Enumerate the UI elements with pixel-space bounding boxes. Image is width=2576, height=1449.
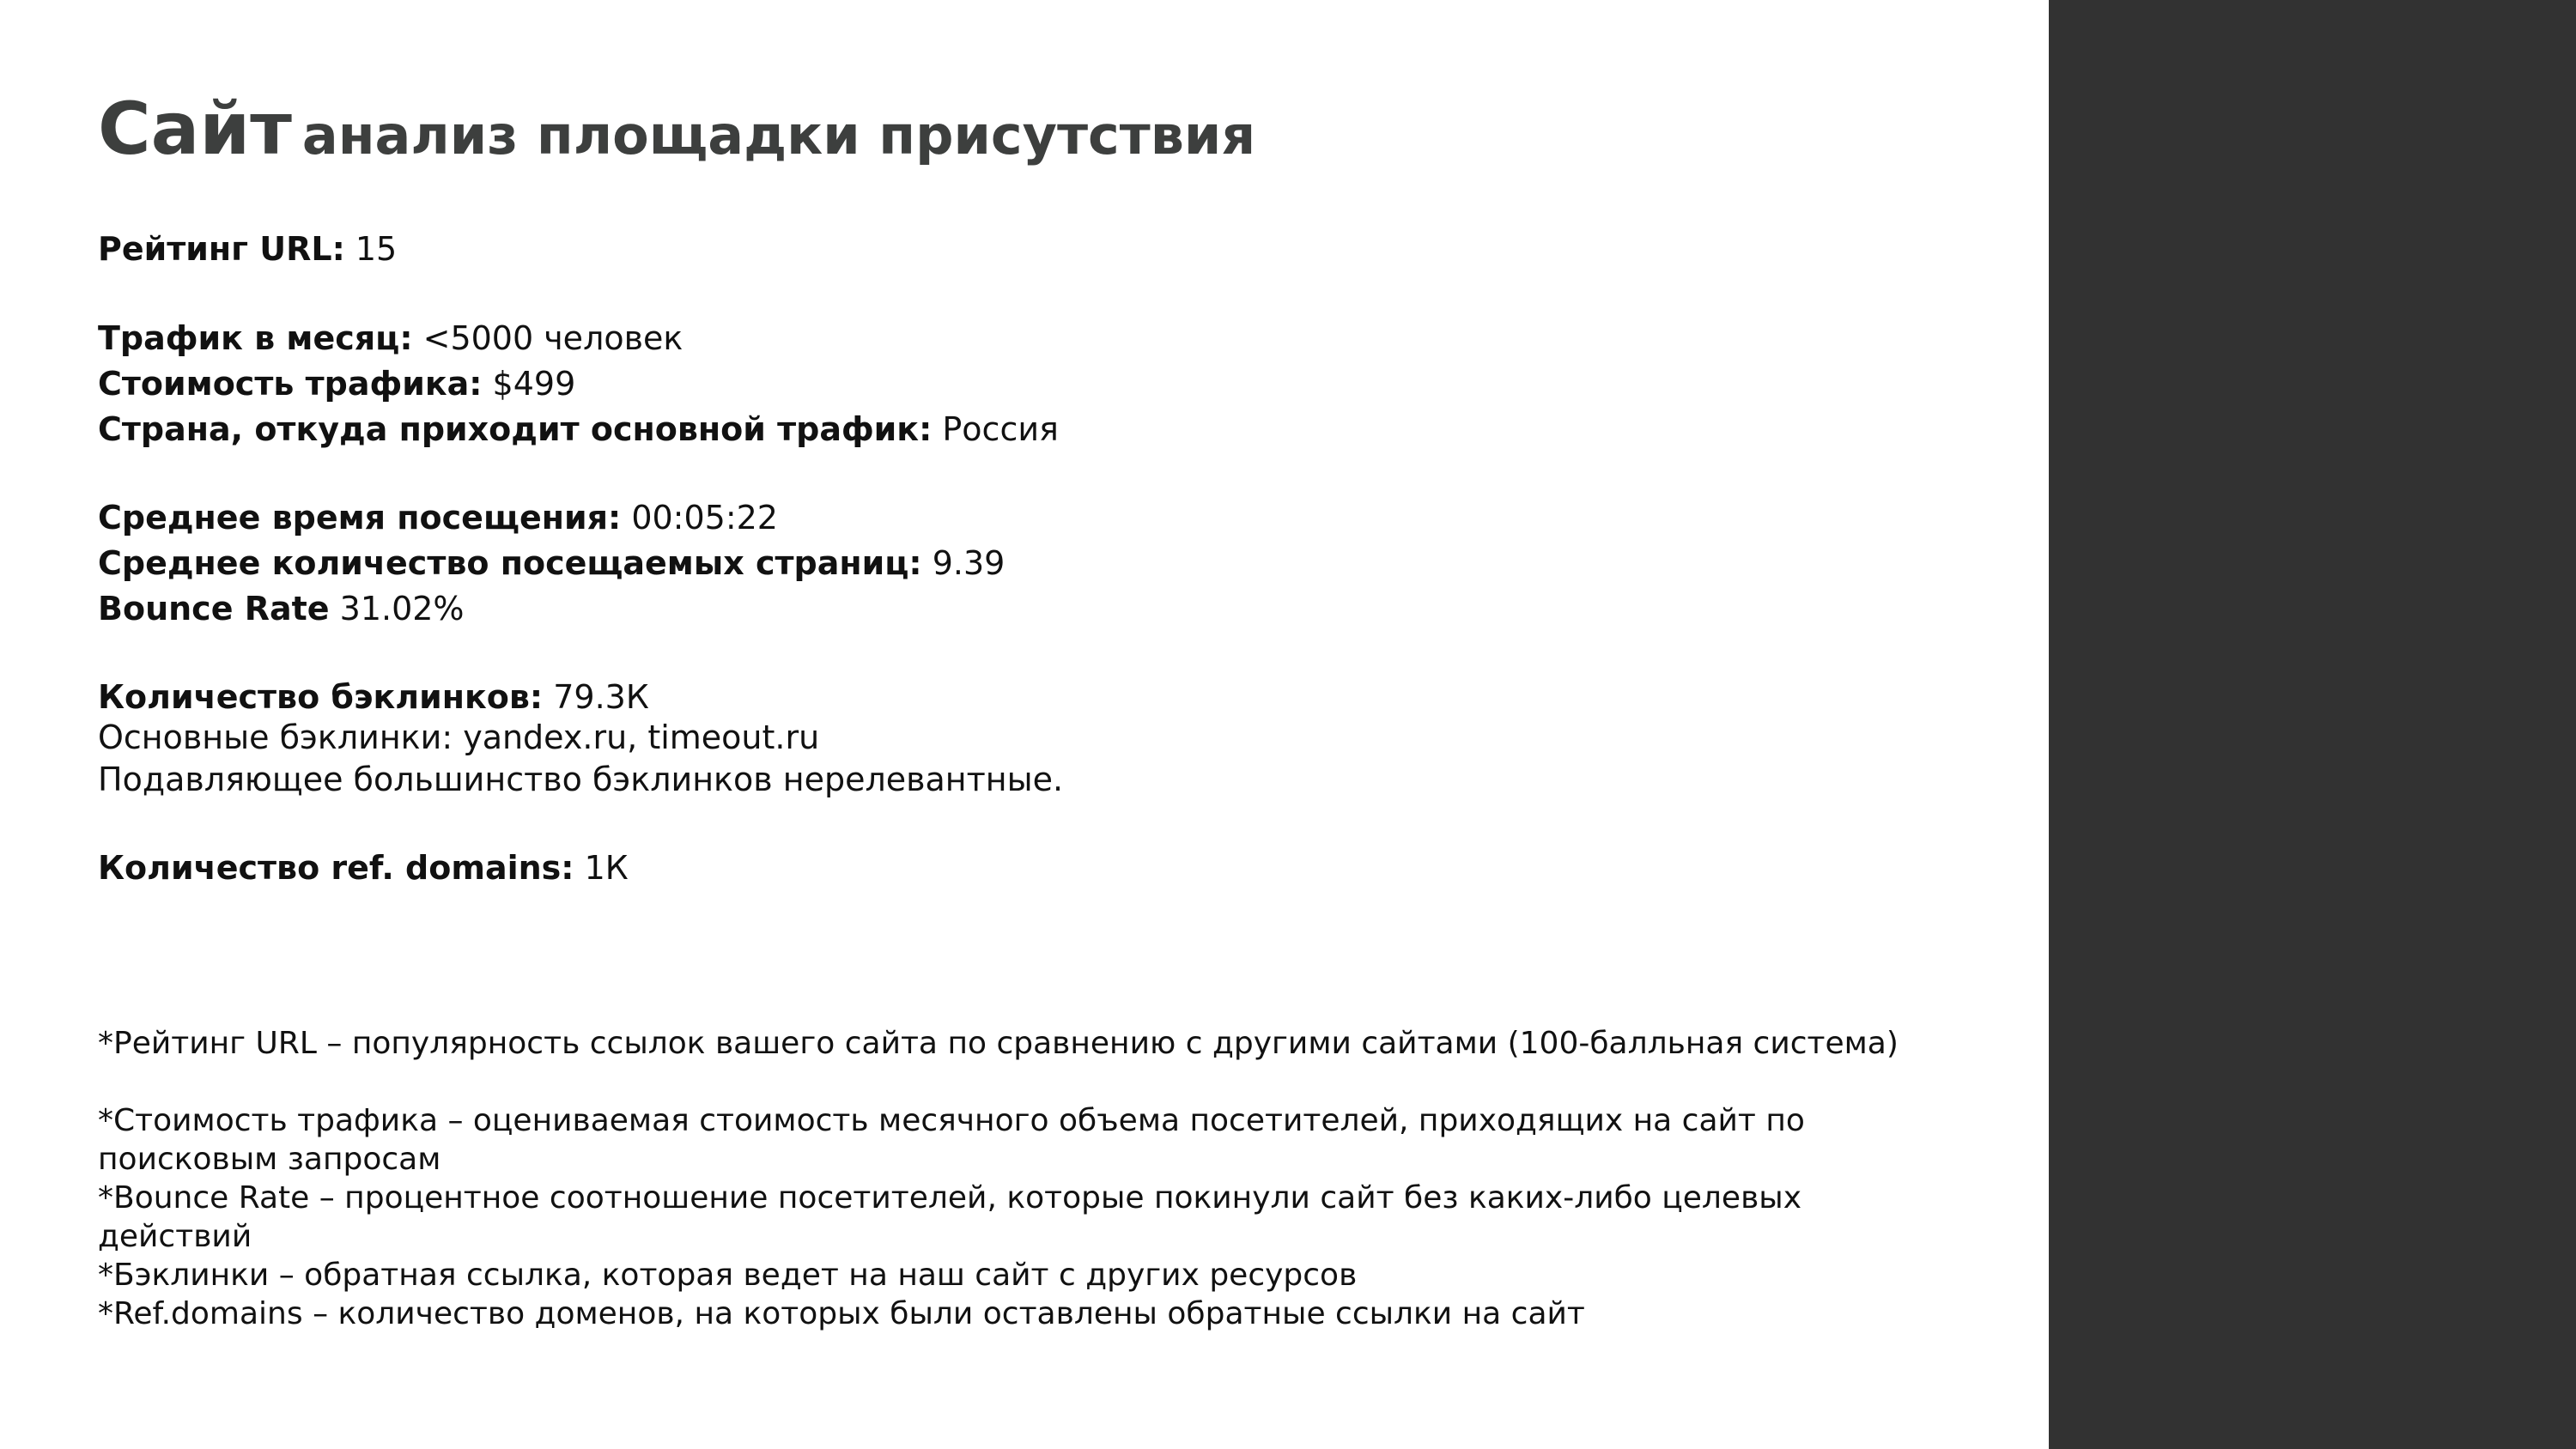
- metric-label: Количество ref. domains:: [98, 849, 574, 887]
- metric-bounce-rate: [98, 590, 465, 629]
- metric-traffic-country: [98, 410, 1059, 450]
- metric-value: $499: [492, 365, 576, 403]
- metric-label: Bounce Rate: [98, 590, 330, 627]
- footnote-traffic-cost: *Стоимость трафика – оцениваемая стоимость месячного объема посетителей, приходящих на сайт по поисковым запросам: [98, 1103, 1805, 1177]
- footnote-bounce-rate: *Bounce Rate – процентное соотношение посетителей, которые покинули сайт без каких-либо целевых действий: [98, 1180, 1802, 1254]
- metric-label: Среднее время посещения:: [98, 499, 622, 537]
- metric-label: Страна, откуда приходит основной трафик:: [98, 410, 933, 448]
- side-panel: [2049, 0, 2576, 1449]
- metric-rating-url: [98, 230, 397, 270]
- title-subtitle: анализ площадки присутствия: [301, 104, 1256, 167]
- metric-label: Среднее количество посещаемых страниц:: [98, 544, 922, 582]
- metric-avg-time: [98, 499, 778, 538]
- metric-value: 9.39: [932, 544, 1005, 582]
- metric-backlinks-count: [98, 678, 649, 718]
- metric-label: Количество бэклинков:: [98, 678, 544, 716]
- metric-value: 15: [355, 230, 398, 268]
- metric-value: 00:05:22: [631, 499, 778, 537]
- metric-avg-pages: [98, 544, 1005, 584]
- backlinks-main: Основные бэклинки: yandex.ru, timeout.ru: [98, 718, 820, 756]
- metric-value: 1К: [584, 849, 629, 887]
- metric-value: Россия: [942, 410, 1059, 448]
- metric-traffic-month: [98, 319, 683, 359]
- metric-ref-domains: [98, 849, 629, 888]
- metric-label: Трафик в месяц:: [98, 319, 413, 357]
- metric-value: 31.02%: [339, 590, 465, 627]
- footnote-ref-domains: *Ref.domains – количество доменов, на которых были оставлены обратные ссылки на сайт: [98, 1296, 1585, 1331]
- metric-label: Рейтинг URL:: [98, 230, 345, 268]
- metric-value: 79.3К: [553, 678, 649, 716]
- footnote-rating-url: *Рейтинг URL – популярность ссылок вашего сайта по сравнению с другими сайтами (100-балльная система): [98, 1026, 1899, 1061]
- footnote-backlinks: *Бэклинки – обратная ссылка, которая ведет на наш сайт с других ресурсов: [98, 1258, 1358, 1293]
- page-title: [98, 87, 1256, 171]
- metric-label: Стоимость трафика:: [98, 365, 483, 403]
- backlinks-note: Подавляющее большинство бэклинков нерелевантные.: [98, 761, 1064, 798]
- metric-value: <5000 человек: [422, 319, 683, 357]
- metric-traffic-cost: [98, 365, 575, 404]
- title-main: Сайт: [98, 87, 292, 171]
